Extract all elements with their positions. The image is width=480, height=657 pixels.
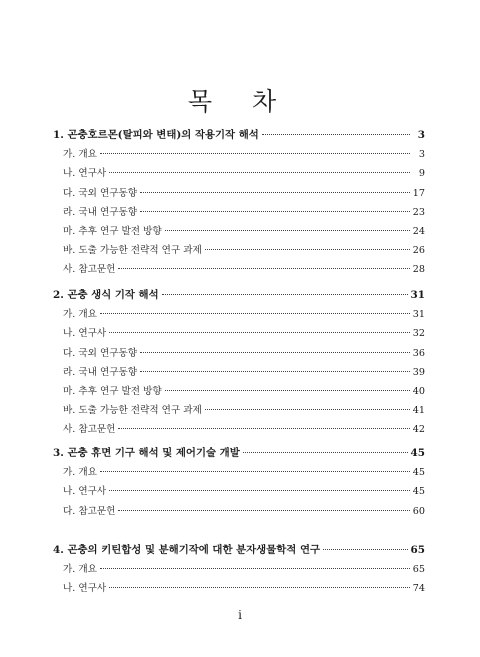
leader-dots	[118, 428, 409, 429]
toc-entry-label: 다. 국외 연구동향	[63, 347, 138, 359]
toc-entry[interactable]	[53, 344, 425, 363]
toc-page-number: 39	[412, 366, 425, 378]
toc-page-number: 60	[412, 505, 425, 517]
toc-entry-label: 가. 개요	[63, 309, 97, 321]
toc-entry[interactable]	[53, 305, 425, 324]
toc-entry-label: 다. 참고문헌	[63, 505, 116, 517]
toc-heading-label: 4. 곤충의 키틴합성 및 분해기작에 대한 분자생물학적 연구	[53, 544, 321, 556]
toc-page-number: 3	[418, 149, 425, 161]
leader-dots	[109, 587, 410, 588]
toc-entry-label: 나. 연구사	[63, 583, 107, 595]
toc-entry-label: 바. 도출 가능한 전략적 연구 과제	[63, 245, 202, 257]
toc-entry-label: 마. 추후 연구 발전 방향	[63, 225, 162, 237]
toc-entry-label: 라. 국내 연구동향	[63, 206, 138, 218]
toc-page-number: 31	[410, 289, 425, 301]
toc-page-number: 74	[412, 583, 425, 595]
leader-dots	[140, 192, 410, 193]
toc-page-number: 26	[412, 245, 425, 257]
toc-section-2	[53, 286, 425, 440]
toc-page-number: 41	[412, 405, 425, 417]
toc-page-number: 3	[417, 129, 425, 141]
toc-page-number: 23	[412, 206, 425, 218]
toc-page-number: 65	[410, 544, 425, 556]
toc-entry[interactable]	[53, 482, 425, 501]
toc-page-number: 17	[412, 187, 425, 199]
toc-entry-label: 나. 연구사	[63, 168, 107, 180]
leader-dots	[165, 230, 410, 231]
leader-dots	[118, 268, 409, 269]
toc-entry-label: 마. 추후 연구 발전 방향	[63, 385, 162, 397]
leader-dots	[165, 390, 410, 391]
toc-section-4	[53, 541, 425, 599]
toc-page-number: 42	[412, 424, 425, 436]
toc-entry[interactable]	[53, 579, 425, 598]
leader-dots	[109, 172, 410, 173]
page-title: 목 차	[187, 87, 293, 116]
toc-heading[interactable]	[53, 541, 425, 560]
toc-entry-label: 바. 도출 가능한 전략적 연구 과제	[63, 405, 202, 417]
toc-heading-label: 3. 곤충 휴면 기구 해석 및 제어기술 개발	[53, 447, 240, 459]
toc-entry[interactable]	[53, 463, 425, 482]
leader-dots	[162, 294, 408, 295]
toc-entry-label: 라. 국내 연구동향	[63, 366, 138, 378]
toc-page-number: 36	[412, 347, 425, 359]
leader-dots	[100, 153, 410, 154]
toc-entry[interactable]	[53, 382, 425, 401]
toc-heading[interactable]	[53, 126, 425, 145]
toc-entry-label: 나. 연구사	[63, 328, 107, 340]
leader-dots	[140, 371, 410, 372]
toc-entry-label: 사. 참고문헌	[63, 424, 116, 436]
leader-dots	[140, 211, 410, 212]
leader-dots	[100, 568, 410, 569]
toc-entry[interactable]	[53, 222, 425, 241]
toc-page-number: 31	[412, 309, 425, 321]
toc-entry-label: 사. 참고문헌	[63, 264, 116, 276]
toc-entry-label: 가. 개요	[63, 564, 97, 576]
toc-page-number: 28	[412, 264, 425, 276]
toc-entry[interactable]	[53, 203, 425, 222]
toc-entry[interactable]	[53, 324, 425, 343]
toc-page-number: 45	[412, 486, 425, 498]
toc-entry-label: 다. 국외 연구동향	[63, 187, 138, 199]
leader-dots	[140, 352, 410, 353]
leader-dots	[118, 510, 409, 511]
toc-section-3	[53, 444, 425, 521]
toc-heading-label: 1. 곤충호르몬(탈피와 변태)의 작용기작 해석	[53, 129, 259, 141]
toc-entry[interactable]	[53, 164, 425, 183]
toc-heading[interactable]	[53, 286, 425, 305]
toc-entry[interactable]	[53, 145, 425, 164]
leader-dots	[205, 409, 410, 410]
toc-entry[interactable]	[53, 420, 425, 439]
toc-heading-label: 2. 곤충 생식 기작 해석	[53, 289, 159, 301]
toc-entry-label: 나. 연구사	[63, 486, 107, 498]
toc-entry-label: 가. 개요	[63, 149, 97, 161]
leader-dots	[323, 549, 408, 550]
leader-dots	[262, 134, 410, 135]
toc-entry[interactable]	[53, 260, 425, 279]
leader-dots	[109, 332, 410, 333]
toc-page-number: 9	[418, 168, 425, 180]
leader-dots	[243, 452, 408, 453]
toc-heading[interactable]	[53, 444, 425, 463]
toc-page-number: 45	[412, 467, 425, 479]
toc-section-1	[53, 126, 425, 280]
page-number-footer: i	[238, 608, 242, 622]
leader-dots	[109, 490, 410, 491]
toc-entry[interactable]	[53, 184, 425, 203]
toc-entry[interactable]	[53, 560, 425, 579]
leader-dots	[100, 313, 410, 314]
leader-dots	[100, 471, 410, 472]
toc-entry[interactable]	[53, 241, 425, 260]
toc-page-number: 40	[412, 385, 425, 397]
leader-dots	[205, 249, 410, 250]
toc-page-number: 32	[412, 328, 425, 340]
toc-entry[interactable]	[53, 363, 425, 382]
toc-page-number: 24	[412, 225, 425, 237]
toc-entry[interactable]	[53, 502, 425, 521]
toc-page-number: 65	[412, 564, 425, 576]
toc-entry-label: 가. 개요	[63, 467, 97, 479]
toc-page-number: 45	[410, 447, 425, 459]
toc-entry[interactable]	[53, 401, 425, 420]
